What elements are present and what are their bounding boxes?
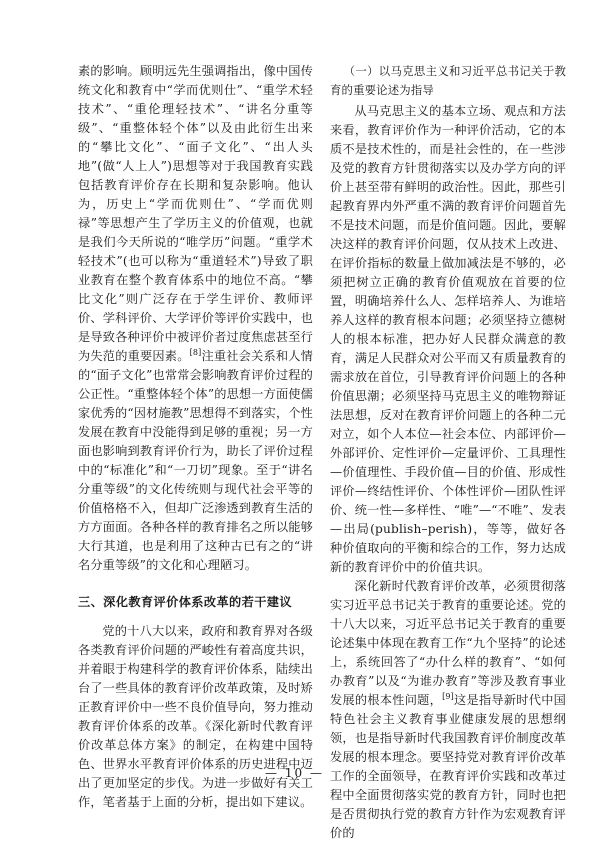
left-paragraph-2: 党的十八大以来，政府和教育界对各级各类教育评价问题的严峻性有着高度共识，并着眼于构建科学的教育评价体系，陆续出台了一些具体的教育评价改革政策，及时矫正教育评价中一些不良价值导向，努力推动教育评价体系的改革。《深化新时代教育评价改革总体方案》的制定，在构建中国特色、世界水平教育评价体系的历史进程中迈出了更加坚定的步伐。为进一步做好有关工作，笔者基于上面的分析，提出如下建议。 [78,624,313,809]
citation-8: [8] [189,347,202,357]
left-paragraph-1-tail: 注重社会关系和人情的“面子文化”也常常会影响教育评价过程的公正性。“重整体轻个体”的思想一方面使儒家优秀的“因材施教”思想得不到落实，个性发展在教育中没能得到足够的重视；另一方面也影响到教育评价行为，助长了评价过程中的“标准化”和“一刀切”现象。至于“讲名分重等级”的文化传统则与现代社会平等的价值格格不入，但却广泛渗透到教育生活的方方面面。各种各样的教育排名之所以能够大行其道，也是利用了这种古已有之的“讲名分重等级”的文化和心理陋习。 [78,349,313,572]
left-paragraph-1-text: 素的影响。顾明远先生强调指出，像中国传统文化和教育中“学而优则仕”、“重学术轻技术”、“重伦理轻技术”、“讲名分重等级”、“重整体轻个体”以及由此衍生出来的“攀比文化”、“面子文化”、“出人头地”(做“人上人”)思想等对于我国教育实践包括教育评价存在长期和复杂影响。他认为，历史上“学而优则仕”、“学而优则禄”等思想产生了学历主义的价值观，也就是我们今天所说的“唯学历”问题。“重学术轻技术”(也可以称为“重道轻术”)导致了职业教育在整个教育体系中的地位不高。“攀比文化”则广泛存在于学生评价、教师评价、学科评价、大学评价等评价实践中，也是导致各种评价中被评价者过度焦虑甚至行为失范的重要因素。 [78,64,313,363]
citation-9: [9] [442,691,454,701]
right-paragraph-2 [330,577,566,843]
right-paragraph-2-text: 深化新时代教育评价改革，必须贯彻落实习近平总书记关于教育的重要论述。党的十八大以来，习近平总书记关于教育的重要论述集中体现在教育工作“九个坚持”的论述上，系统回答了“办什么样的教育”、“如何办教育”以及“为谁办教育”等涉及教育事业发展的根本性问题， [330,579,566,707]
left-paragraph-1 [78,62,313,575]
right-paragraph-1: 从马克思主义的基本立场、观点和方法来看，教育评价作为一种评价活动，它的本质不是技术性的，而是社会性的，在一些涉及党的教育方针贯彻落实以及办学方向的评价上甚至带有鲜明的政治性。因此，那些引起教育界内外严重不满的教育评价问题首先不是技术问题，而是价值问题。因此，要解决这样的教育评价问题，仅从技术上改进、在评价指标的数量上做加减法是不够的，必须把树立正确的教育价值观放在首要的位置，明确培养什么人、怎样培养人、为谁培养人这样的教育根本问题；必须坚持立德树人的根本标准，把办好人民群众满意的教育，满足人民群众对公平而又有质量教育的需求放在首位，引导教育评价问题上的各种价值思潮；必须坚持马克思主义的唯物辩证法思想，反对在教育评价问题上的各种二元对立，如个人本位—社会本位、内部评价—外部评价、定性评价—定量评价、工具理性—价值理性、手段价值—目的价值、形成性评价—终结性评价、个体性评价—团队性评价、统一性—多样性、“唯”—“不唯”、发表—出局(publish–perish)，等等，做好各种价值取向的平衡和综合的工作，努力达成新的教育评价中的价值共识。 [330,104,566,574]
left-column [78,62,313,812]
right-column [330,62,566,843]
right-paragraph-2-tail: 这是指导新时代中国特色社会主义教育事业健康发展的思想纲领，也是指导新时代我国教育评价制度改革发展的根本理念。要坚持党对教育评价改革工作的全面领导，在教育评价实践和改革过程中全面贯彻落实党的教育方针，同时也把是否贯彻执行党的教育方针作为宏观教育评价的 [330,693,566,840]
subsection-heading: （一）以马克思主义和习近平总书记关于教育的重要论述为指导 [330,64,566,97]
section-heading: 三、深化教育评价体系改革的若干建议 [78,595,292,609]
page-number: — 10 — [265,766,324,780]
